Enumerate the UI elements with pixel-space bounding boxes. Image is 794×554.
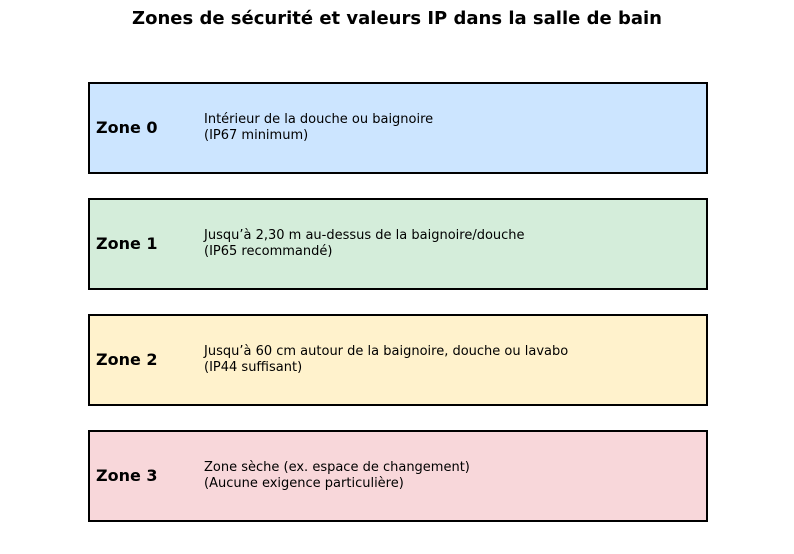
zone-box-1 <box>88 198 708 290</box>
page-title: Zones de sécurité et valeurs IP dans la salle de bain <box>132 8 662 29</box>
zone-description <box>204 460 470 492</box>
zone-box-0 <box>88 82 708 174</box>
zone-description-line2: (IP44 suffisant) <box>204 360 303 375</box>
zone-description-line1: Intérieur de la douche ou baignoire <box>204 112 434 127</box>
zone-description <box>204 344 568 376</box>
zone-box-3 <box>88 430 708 522</box>
zone-box-2 <box>88 314 708 406</box>
zone-name: Zone 1 <box>96 234 158 253</box>
zone-description-line1: Jusqu’à 60 cm autour de la baignoire, douche ou lavabo <box>204 344 569 359</box>
zone-name: Zone 2 <box>96 350 158 369</box>
zone-description <box>204 228 525 260</box>
zone-name: Zone 0 <box>96 118 158 137</box>
zone-list <box>88 82 708 522</box>
zone-name: Zone 3 <box>96 466 158 485</box>
zone-description-line2: (IP65 recommandé) <box>204 244 333 259</box>
zone-description-line1: Jusqu’à 2,30 m au-dessus de la baignoire/douche <box>204 228 525 243</box>
zone-description-line2: (IP67 minimum) <box>204 128 309 143</box>
zone-description-line1: Zone sèche (ex. espace de changement) <box>204 460 470 475</box>
zone-description-line2: (Aucune exigence particulière) <box>204 476 404 491</box>
zone-description <box>204 112 433 144</box>
